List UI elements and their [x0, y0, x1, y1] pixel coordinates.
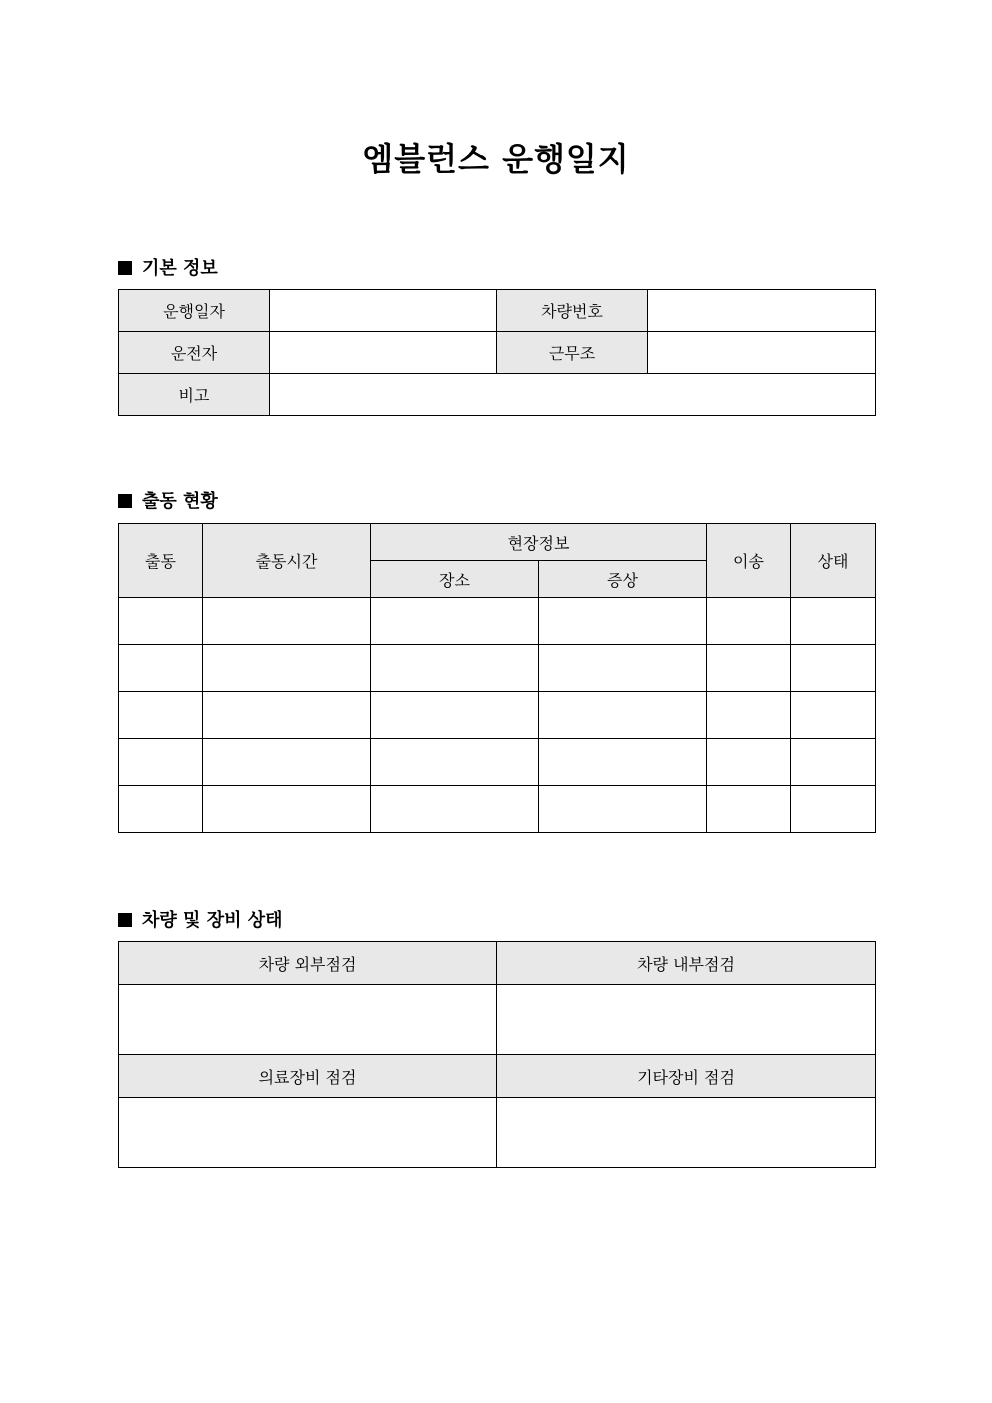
time-cell[interactable] — [203, 739, 371, 786]
dispatch-cell[interactable] — [119, 786, 203, 833]
interior-check-field[interactable] — [497, 985, 876, 1055]
remarks-field[interactable] — [270, 374, 876, 416]
driver-label: 운전자 — [119, 332, 270, 374]
basic-info-table — [118, 289, 876, 416]
dispatch-cell[interactable] — [119, 645, 203, 692]
dispatch-cell[interactable] — [119, 739, 203, 786]
col-place-header: 장소 — [371, 561, 539, 598]
symptom-cell[interactable] — [539, 692, 707, 739]
other-check-header: 기타장비 점검 — [497, 1055, 876, 1098]
transfer-cell[interactable] — [707, 786, 791, 833]
date-field[interactable] — [270, 290, 497, 332]
other-check-field[interactable] — [497, 1098, 876, 1168]
table-row — [119, 645, 876, 692]
square-bullet-icon — [118, 494, 132, 508]
col-dispatch-header: 출동 — [119, 524, 203, 598]
time-cell[interactable] — [203, 645, 371, 692]
page-title: 엠블런스 운행일지 — [362, 140, 630, 178]
place-cell[interactable] — [371, 786, 539, 833]
section-heading-dispatch — [118, 487, 218, 513]
table-row — [119, 598, 876, 645]
symptom-cell[interactable] — [539, 598, 707, 645]
col-transfer-header: 이송 — [707, 524, 791, 598]
time-cell[interactable] — [203, 598, 371, 645]
table-row — [119, 739, 876, 786]
symptom-cell[interactable] — [539, 739, 707, 786]
section-heading-dispatch-text: 출동 현황 — [142, 491, 218, 512]
medical-check-header: 의료장비 점검 — [119, 1055, 497, 1098]
status-cell[interactable] — [791, 645, 876, 692]
transfer-cell[interactable] — [707, 692, 791, 739]
dispatch-cell[interactable] — [119, 692, 203, 739]
place-cell[interactable] — [371, 692, 539, 739]
symptom-cell[interactable] — [539, 786, 707, 833]
remarks-label: 비고 — [119, 374, 270, 416]
table-row — [119, 692, 876, 739]
status-cell[interactable] — [791, 692, 876, 739]
section-heading-equipment — [118, 906, 283, 932]
place-cell[interactable] — [371, 645, 539, 692]
status-cell[interactable] — [791, 598, 876, 645]
square-bullet-icon — [118, 261, 132, 275]
section-heading-basic-text: 기본 정보 — [142, 258, 218, 279]
shift-field[interactable] — [648, 332, 876, 374]
col-status-header: 상태 — [791, 524, 876, 598]
status-cell[interactable] — [791, 739, 876, 786]
exterior-check-field[interactable] — [119, 985, 497, 1055]
equipment-table — [118, 941, 876, 1168]
col-symptom-header: 증상 — [539, 561, 707, 598]
section-heading-basic — [118, 254, 218, 280]
medical-check-field[interactable] — [119, 1098, 497, 1168]
dispatch-cell[interactable] — [119, 598, 203, 645]
place-cell[interactable] — [371, 739, 539, 786]
dispatch-table — [118, 523, 876, 833]
symptom-cell[interactable] — [539, 645, 707, 692]
col-time-header: 출동시간 — [203, 524, 371, 598]
transfer-cell[interactable] — [707, 645, 791, 692]
section-heading-equipment-text: 차량 및 장비 상태 — [142, 910, 283, 931]
date-label: 운행일자 — [119, 290, 270, 332]
shift-label: 근무조 — [497, 332, 648, 374]
square-bullet-icon — [118, 913, 132, 927]
vehicle-no-field[interactable] — [648, 290, 876, 332]
transfer-cell[interactable] — [707, 598, 791, 645]
time-cell[interactable] — [203, 786, 371, 833]
place-cell[interactable] — [371, 598, 539, 645]
driver-field[interactable] — [270, 332, 497, 374]
interior-check-header: 차량 내부점검 — [497, 942, 876, 985]
transfer-cell[interactable] — [707, 739, 791, 786]
col-site-header: 현장정보 — [371, 524, 707, 561]
table-row — [119, 786, 876, 833]
time-cell[interactable] — [203, 692, 371, 739]
vehicle-no-label: 차량번호 — [497, 290, 648, 332]
status-cell[interactable] — [791, 786, 876, 833]
exterior-check-header: 차량 외부점검 — [119, 942, 497, 985]
